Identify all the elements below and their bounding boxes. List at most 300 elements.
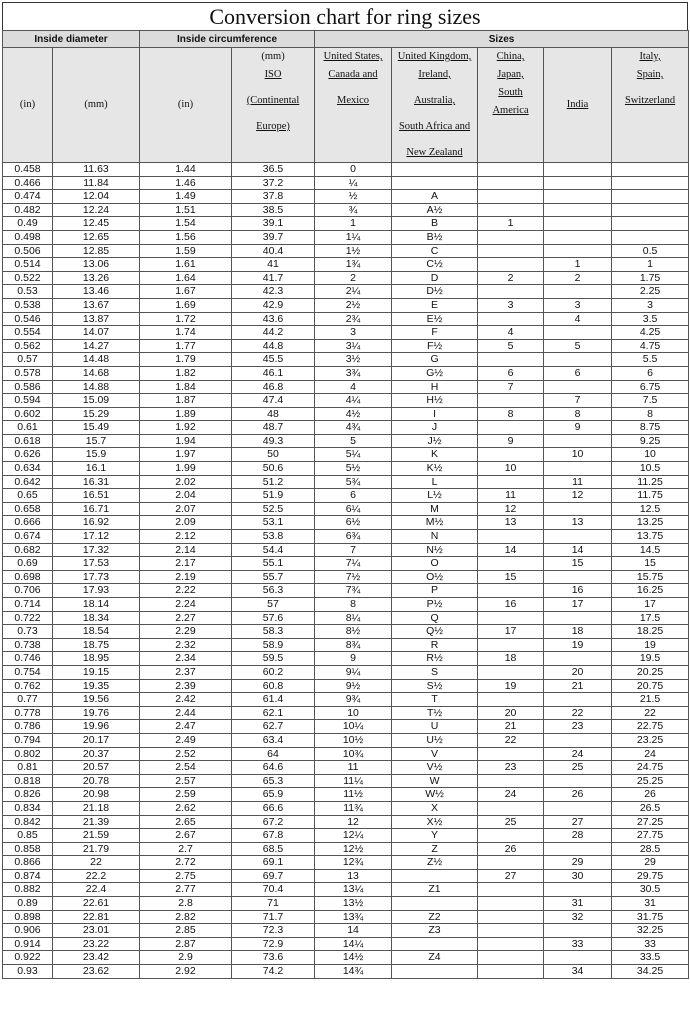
cell-us: 9 — [315, 652, 392, 666]
cell-circumference-mm: 74.2 — [232, 965, 315, 979]
cell-us: 8 — [315, 598, 392, 612]
cell-circumference-mm: 59.5 — [232, 652, 315, 666]
cell-diameter-mm: 17.53 — [53, 557, 140, 571]
cell-china — [478, 774, 544, 788]
table-row — [3, 747, 689, 761]
col-it-line-3: Switzerland — [624, 95, 676, 106]
cell-us: 12¼ — [315, 829, 392, 843]
cell-italy: 21.5 — [612, 693, 689, 707]
cell-diameter-mm: 14.07 — [53, 326, 140, 340]
cell-circumference-in: 2.24 — [140, 598, 232, 612]
cell-india — [544, 462, 612, 476]
cell-italy: 8.75 — [612, 421, 689, 435]
table-row — [3, 761, 689, 775]
cell-circumference-mm: 60.2 — [232, 665, 315, 679]
cell-italy: 19.5 — [612, 652, 689, 666]
table-row — [3, 176, 689, 190]
cell-diameter-mm: 22.4 — [53, 883, 140, 897]
cell-uk: W½ — [392, 788, 478, 802]
cell-us: 13¾ — [315, 910, 392, 924]
cell-uk — [392, 163, 478, 177]
cell-circumference-mm: 36.5 — [232, 163, 315, 177]
table-row — [3, 516, 689, 530]
cell-us: 8½ — [315, 625, 392, 639]
cell-circumference-mm: 68.5 — [232, 842, 315, 856]
cell-china — [478, 829, 544, 843]
cell-circumference-mm: 48.7 — [232, 421, 315, 435]
cell-diameter-mm: 20.57 — [53, 761, 140, 775]
cell-india: 9 — [544, 421, 612, 435]
cell-india: 25 — [544, 761, 612, 775]
cell-india — [544, 203, 612, 217]
table-row — [3, 693, 689, 707]
cell-circumference-in: 2.62 — [140, 801, 232, 815]
cell-italy: 9.25 — [612, 434, 689, 448]
cell-us: 3¾ — [315, 366, 392, 380]
cell-circumference-mm: 69.1 — [232, 856, 315, 870]
cell-uk: G½ — [392, 366, 478, 380]
cell-us: 6½ — [315, 516, 392, 530]
cell-us: 14 — [315, 924, 392, 938]
cell-uk: A½ — [392, 203, 478, 217]
cell-china — [478, 638, 544, 652]
cell-india — [544, 570, 612, 584]
cell-uk: V — [392, 747, 478, 761]
cell-italy: 22.75 — [612, 720, 689, 734]
cell-india: 23 — [544, 720, 612, 734]
cell-uk: X — [392, 801, 478, 815]
cell-uk: U — [392, 720, 478, 734]
cell-diameter-in: 0.61 — [3, 421, 53, 435]
cell-italy: 24.75 — [612, 761, 689, 775]
cell-diameter-in: 0.514 — [3, 258, 53, 272]
cell-circumference-mm: 45.5 — [232, 353, 315, 367]
cell-diameter-mm: 20.78 — [53, 774, 140, 788]
cell-circumference-in: 1.61 — [140, 258, 232, 272]
cell-us: ¼ — [315, 176, 392, 190]
cell-diameter-in: 0.658 — [3, 502, 53, 516]
cell-diameter-mm: 21.39 — [53, 815, 140, 829]
cell-china — [478, 312, 544, 326]
cell-diameter-mm: 12.24 — [53, 203, 140, 217]
col-diameter-in: (in) — [3, 48, 53, 163]
cell-diameter-in: 0.586 — [3, 380, 53, 394]
cell-italy: 28.5 — [612, 842, 689, 856]
table-row — [3, 502, 689, 516]
cell-circumference-mm: 63.4 — [232, 733, 315, 747]
cell-circumference-mm: 44.2 — [232, 326, 315, 340]
cell-circumference-mm: 53.1 — [232, 516, 315, 530]
cell-diameter-in: 0.922 — [3, 951, 53, 965]
table-row — [3, 271, 689, 285]
cell-china: 13 — [478, 516, 544, 530]
cell-china — [478, 244, 544, 258]
cell-circumference-mm: 71.7 — [232, 910, 315, 924]
cell-china — [478, 230, 544, 244]
cell-circumference-in: 2.67 — [140, 829, 232, 843]
cell-us: 3¼ — [315, 339, 392, 353]
cell-italy: 15 — [612, 557, 689, 571]
cell-circumference-in: 1.77 — [140, 339, 232, 353]
cell-circumference-in: 2.22 — [140, 584, 232, 598]
cell-china — [478, 421, 544, 435]
cell-china: 9 — [478, 434, 544, 448]
col-uk-line-2: Ireland, — [418, 69, 451, 80]
cell-diameter-in: 0.906 — [3, 924, 53, 938]
cell-circumference-mm: 46.1 — [232, 366, 315, 380]
cell-circumference-in: 2.17 — [140, 557, 232, 571]
cell-china — [478, 693, 544, 707]
cell-diameter-in: 0.738 — [3, 638, 53, 652]
cell-diameter-mm: 14.88 — [53, 380, 140, 394]
cell-us: 0 — [315, 163, 392, 177]
cell-circumference-mm: 53.8 — [232, 530, 315, 544]
cell-china — [478, 203, 544, 217]
cell-diameter-in: 0.818 — [3, 774, 53, 788]
cell-diameter-in: 0.642 — [3, 475, 53, 489]
cell-uk — [392, 897, 478, 911]
cell-italy: 8 — [612, 407, 689, 421]
cell-circumference-mm: 65.3 — [232, 774, 315, 788]
cell-diameter-in: 0.506 — [3, 244, 53, 258]
cell-china — [478, 176, 544, 190]
cell-diameter-in: 0.794 — [3, 733, 53, 747]
cell-diameter-in: 0.522 — [3, 271, 53, 285]
cell-diameter-in: 0.618 — [3, 434, 53, 448]
col-uk-line-1: United Kingdom, — [397, 51, 472, 62]
cell-diameter-mm: 12.04 — [53, 190, 140, 204]
cell-circumference-in: 2.12 — [140, 530, 232, 544]
cell-diameter-in: 0.914 — [3, 937, 53, 951]
table-row — [3, 353, 689, 367]
cell-us: 14¼ — [315, 937, 392, 951]
cell-circumference-in: 2.8 — [140, 897, 232, 911]
cell-circumference-in: 2.07 — [140, 502, 232, 516]
cell-india — [544, 774, 612, 788]
cell-china — [478, 584, 544, 598]
cell-diameter-in: 0.626 — [3, 448, 53, 462]
table-row — [3, 815, 689, 829]
cell-uk: L½ — [392, 489, 478, 503]
cell-china — [478, 951, 544, 965]
cell-diameter-mm: 17.73 — [53, 570, 140, 584]
cell-india: 4 — [544, 312, 612, 326]
cell-china — [478, 163, 544, 177]
cell-india — [544, 230, 612, 244]
cell-diameter-in: 0.93 — [3, 965, 53, 979]
conversion-table — [2, 30, 689, 979]
cell-diameter-mm: 17.12 — [53, 530, 140, 544]
cell-india — [544, 530, 612, 544]
col-us — [315, 48, 392, 163]
cell-uk: N½ — [392, 543, 478, 557]
cell-diameter-mm: 13.06 — [53, 258, 140, 272]
table-row — [3, 665, 689, 679]
cell-us: 9½ — [315, 679, 392, 693]
cell-italy: 15.75 — [612, 570, 689, 584]
cell-circumference-mm: 58.9 — [232, 638, 315, 652]
col-iso-line-4: Europe) — [256, 121, 290, 132]
cell-diameter-in: 0.754 — [3, 665, 53, 679]
table-row — [3, 801, 689, 815]
cell-china: 27 — [478, 869, 544, 883]
cell-diameter-mm: 12.85 — [53, 244, 140, 258]
cell-china: 7 — [478, 380, 544, 394]
cell-diameter-mm: 17.93 — [53, 584, 140, 598]
cell-diameter-mm: 15.7 — [53, 434, 140, 448]
cell-diameter-in: 0.89 — [3, 897, 53, 911]
cell-china — [478, 530, 544, 544]
cell-india: 16 — [544, 584, 612, 598]
cell-us: 5¾ — [315, 475, 392, 489]
cell-circumference-in: 2.85 — [140, 924, 232, 938]
cell-circumference-in: 2.52 — [140, 747, 232, 761]
cell-diameter-mm: 13.26 — [53, 271, 140, 285]
cell-india — [544, 842, 612, 856]
col-it-line-2: Spain, — [636, 69, 664, 80]
cell-circumference-in: 2.47 — [140, 720, 232, 734]
cell-circumference-in: 1.87 — [140, 394, 232, 408]
cell-circumference-in: 1.89 — [140, 407, 232, 421]
cell-india: 21 — [544, 679, 612, 693]
cell-china: 22 — [478, 733, 544, 747]
cell-us: 2¾ — [315, 312, 392, 326]
cell-circumference-mm: 41 — [232, 258, 315, 272]
cell-circumference-in: 2.65 — [140, 815, 232, 829]
cell-circumference-in: 2.29 — [140, 625, 232, 639]
table-row — [3, 883, 689, 897]
cell-india — [544, 801, 612, 815]
cell-diameter-in: 0.65 — [3, 489, 53, 503]
table-row — [3, 285, 689, 299]
cell-india: 33 — [544, 937, 612, 951]
cell-italy: 14.5 — [612, 543, 689, 557]
cell-circumference-mm: 43.6 — [232, 312, 315, 326]
cell-italy: 10.5 — [612, 462, 689, 476]
cell-italy — [612, 190, 689, 204]
cell-circumference-mm: 39.1 — [232, 217, 315, 231]
table-row — [3, 869, 689, 883]
cell-circumference-in: 2.49 — [140, 733, 232, 747]
cell-italy: 4.25 — [612, 326, 689, 340]
col-diameter-mm: (mm) — [53, 48, 140, 163]
col-italy — [612, 48, 689, 163]
cell-diameter-in: 0.57 — [3, 353, 53, 367]
cell-us: 12¾ — [315, 856, 392, 870]
cell-circumference-in: 2.02 — [140, 475, 232, 489]
cell-diameter-mm: 18.75 — [53, 638, 140, 652]
table-row — [3, 217, 689, 231]
cell-uk: M½ — [392, 516, 478, 530]
col-iso-line-3: (Continental — [246, 95, 300, 106]
col-us-line-3: Mexico — [336, 95, 370, 106]
cell-circumference-mm: 42.9 — [232, 298, 315, 312]
table-row — [3, 312, 689, 326]
cell-india — [544, 693, 612, 707]
cell-uk: L — [392, 475, 478, 489]
cell-italy: 31.75 — [612, 910, 689, 924]
cell-circumference-in: 1.49 — [140, 190, 232, 204]
cell-china: 20 — [478, 706, 544, 720]
cell-circumference-mm: 70.4 — [232, 883, 315, 897]
cell-uk — [392, 176, 478, 190]
cell-india: 28 — [544, 829, 612, 843]
cell-uk: S — [392, 665, 478, 679]
cell-circumference-in: 2.7 — [140, 842, 232, 856]
cell-india: 5 — [544, 339, 612, 353]
cell-diameter-mm: 16.71 — [53, 502, 140, 516]
cell-china: 23 — [478, 761, 544, 775]
cell-circumference-in: 2.44 — [140, 706, 232, 720]
cell-italy: 13.25 — [612, 516, 689, 530]
cell-us: 6¾ — [315, 530, 392, 544]
cell-circumference-mm: 40.4 — [232, 244, 315, 258]
table-row — [3, 366, 689, 380]
cell-india — [544, 380, 612, 394]
cell-us: 2½ — [315, 298, 392, 312]
cell-circumference-in: 2.9 — [140, 951, 232, 965]
cell-circumference-in: 2.54 — [140, 761, 232, 775]
cell-circumference-in: 1.64 — [140, 271, 232, 285]
cell-diameter-mm: 19.76 — [53, 706, 140, 720]
cell-circumference-mm: 67.2 — [232, 815, 315, 829]
cell-uk: D½ — [392, 285, 478, 299]
cell-india: 32 — [544, 910, 612, 924]
table-row — [3, 706, 689, 720]
cell-china: 8 — [478, 407, 544, 421]
cell-us: 11 — [315, 761, 392, 775]
cell-uk: B½ — [392, 230, 478, 244]
cell-us: 1½ — [315, 244, 392, 258]
table-row — [3, 190, 689, 204]
cell-circumference-mm: 58.3 — [232, 625, 315, 639]
cell-china — [478, 448, 544, 462]
table-row — [3, 530, 689, 544]
cell-circumference-mm: 66.6 — [232, 801, 315, 815]
column-header-row — [3, 48, 689, 163]
cell-circumference-mm: 64.6 — [232, 761, 315, 775]
cell-india: 11 — [544, 475, 612, 489]
cell-circumference-in: 2.77 — [140, 883, 232, 897]
cell-us: 13 — [315, 869, 392, 883]
cell-diameter-mm: 16.92 — [53, 516, 140, 530]
cell-circumference-mm: 42.3 — [232, 285, 315, 299]
cell-italy: 27.25 — [612, 815, 689, 829]
cell-us: 4½ — [315, 407, 392, 421]
cell-italy: 6.75 — [612, 380, 689, 394]
cell-italy: 20.75 — [612, 679, 689, 693]
cell-china: 10 — [478, 462, 544, 476]
table-row — [3, 625, 689, 639]
table-body — [3, 163, 689, 979]
cell-china: 24 — [478, 788, 544, 802]
cell-diameter-mm: 13.46 — [53, 285, 140, 299]
cell-diameter-in: 0.802 — [3, 747, 53, 761]
cell-diameter-mm: 19.15 — [53, 665, 140, 679]
cell-italy: 0.5 — [612, 244, 689, 258]
col-cn-line-4: America — [492, 105, 529, 116]
cell-uk: Z4 — [392, 951, 478, 965]
cell-india — [544, 434, 612, 448]
col-uk-line-3: Australia, — [413, 95, 456, 106]
cell-us: 2¼ — [315, 285, 392, 299]
cell-diameter-in: 0.474 — [3, 190, 53, 204]
cell-china: 19 — [478, 679, 544, 693]
table-row — [3, 638, 689, 652]
cell-india: 24 — [544, 747, 612, 761]
cell-uk — [392, 937, 478, 951]
cell-italy: 6 — [612, 366, 689, 380]
cell-diameter-mm: 22.2 — [53, 869, 140, 883]
cell-circumference-in: 1.79 — [140, 353, 232, 367]
cell-italy: 3 — [612, 298, 689, 312]
cell-italy — [612, 203, 689, 217]
table-row — [3, 652, 689, 666]
cell-italy: 7.5 — [612, 394, 689, 408]
cell-uk: T½ — [392, 706, 478, 720]
table-row — [3, 584, 689, 598]
cell-diameter-mm: 18.14 — [53, 598, 140, 612]
cell-india — [544, 285, 612, 299]
cell-diameter-in: 0.682 — [3, 543, 53, 557]
cell-diameter-in: 0.778 — [3, 706, 53, 720]
cell-diameter-in: 0.882 — [3, 883, 53, 897]
cell-us: 11¼ — [315, 774, 392, 788]
cell-diameter-in: 0.562 — [3, 339, 53, 353]
cell-diameter-mm: 19.35 — [53, 679, 140, 693]
cell-circumference-in: 1.84 — [140, 380, 232, 394]
table-row — [3, 298, 689, 312]
cell-china — [478, 897, 544, 911]
cell-diameter-in: 0.714 — [3, 598, 53, 612]
table-row — [3, 842, 689, 856]
cell-china: 6 — [478, 366, 544, 380]
table-row — [3, 380, 689, 394]
cell-italy: 32.25 — [612, 924, 689, 938]
cell-uk: E½ — [392, 312, 478, 326]
cell-us: 9¼ — [315, 665, 392, 679]
cell-uk — [392, 869, 478, 883]
cell-china — [478, 801, 544, 815]
cell-china: 12 — [478, 502, 544, 516]
cell-india: 20 — [544, 665, 612, 679]
cell-china — [478, 924, 544, 938]
cell-china — [478, 965, 544, 979]
cell-diameter-in: 0.706 — [3, 584, 53, 598]
cell-diameter-in: 0.482 — [3, 203, 53, 217]
cell-circumference-mm: 50.6 — [232, 462, 315, 476]
cell-diameter-in: 0.49 — [3, 217, 53, 231]
cell-circumference-in: 1.74 — [140, 326, 232, 340]
cell-uk: R½ — [392, 652, 478, 666]
col-uk-line-4: South Africa and — [398, 121, 471, 132]
cell-india — [544, 163, 612, 177]
cell-diameter-mm: 22.81 — [53, 910, 140, 924]
cell-circumference-mm: 37.8 — [232, 190, 315, 204]
cell-china — [478, 285, 544, 299]
cell-diameter-mm: 23.22 — [53, 937, 140, 951]
col-uk-line-5: New Zealand — [406, 147, 463, 158]
table-row — [3, 965, 689, 979]
cell-india — [544, 924, 612, 938]
cell-diameter-mm: 22 — [53, 856, 140, 870]
group-inside-circumference: Inside circumference — [140, 31, 315, 48]
cell-italy: 11.75 — [612, 489, 689, 503]
col-cn-line-1: China, — [496, 51, 525, 62]
cell-india — [544, 652, 612, 666]
cell-circumference-in: 2.27 — [140, 611, 232, 625]
chart-title: Conversion chart for ring sizes — [2, 2, 688, 31]
